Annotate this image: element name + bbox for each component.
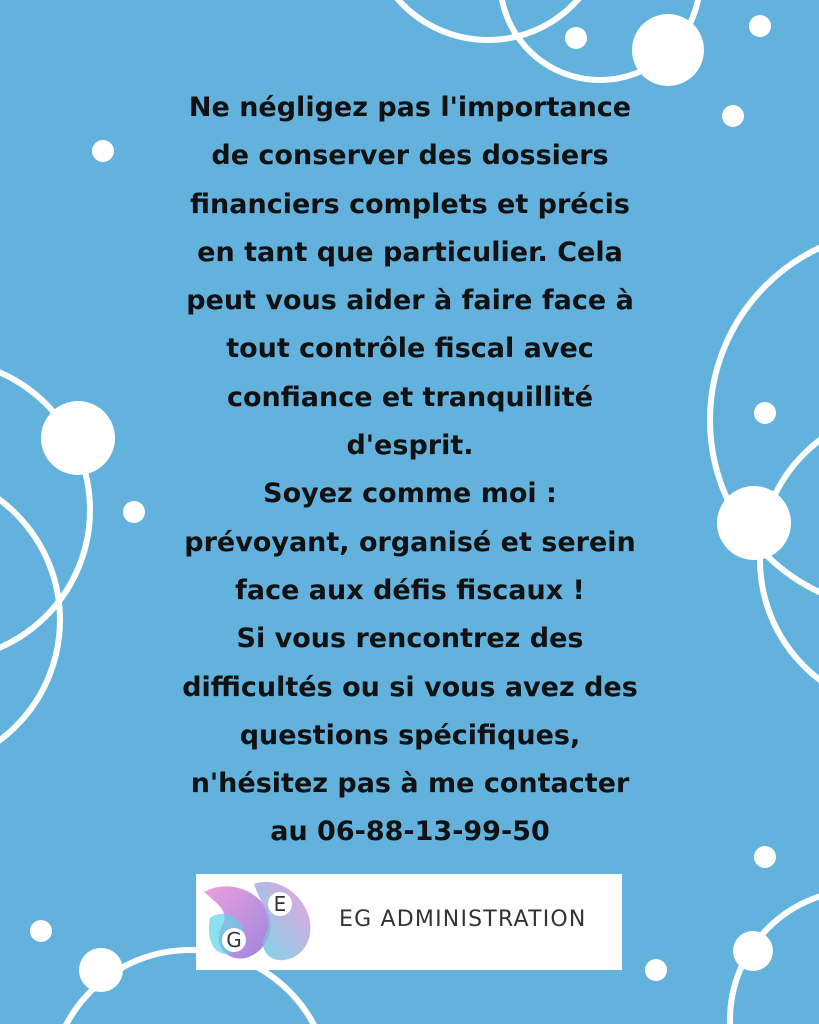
dot-small xyxy=(565,27,587,49)
dot-large-right xyxy=(717,486,791,560)
eg-logo-mark-icon xyxy=(196,874,326,970)
message-line: d'esprit. xyxy=(346,430,474,462)
message-line: de conserver des dossiers xyxy=(211,140,609,172)
dot-small xyxy=(754,846,776,868)
message-line: au 06-88-13-99-50 xyxy=(270,816,550,848)
message-line: face aux défis fiscaux ! xyxy=(235,574,585,606)
dot-medium-bottom-left xyxy=(79,948,123,992)
dot-small xyxy=(754,402,776,424)
message-line: en tant que particulier. Cela xyxy=(197,236,623,268)
dot-small xyxy=(92,140,114,162)
message-line: questions spécifiques, xyxy=(239,719,581,751)
message-line: financiers complets et précis xyxy=(190,188,630,220)
logo-banner xyxy=(196,874,622,970)
message-line: n'hésitez pas à me contacter xyxy=(190,768,630,800)
message-line: tout contrôle fiscal avec xyxy=(226,333,594,365)
message-line: prévoyant, organisé et serein xyxy=(184,526,636,558)
brand-name: EG ADMINISTRATION xyxy=(339,907,587,932)
message-line: Soyez comme moi : xyxy=(263,478,557,510)
message-line: confiance et tranquillité xyxy=(226,381,594,413)
dot-medium-bottom-right xyxy=(733,931,773,971)
message-line: Ne négligez pas l'importance xyxy=(188,92,632,123)
dot-small xyxy=(30,920,52,942)
message-line: peut vous aider à faire face à xyxy=(186,285,634,317)
logo-letter-e: E xyxy=(273,892,287,916)
dot-large-top-right xyxy=(632,14,704,86)
message-line: difficultés ou si vous avez des xyxy=(182,671,638,703)
dot-small xyxy=(749,15,771,37)
main-message xyxy=(140,84,680,857)
message-line: Si vous rencontrez des xyxy=(236,623,584,655)
dot-small xyxy=(722,105,744,127)
logo-letter-g: G xyxy=(226,928,242,952)
dot-small xyxy=(645,959,667,981)
dot-large-left xyxy=(41,401,115,475)
